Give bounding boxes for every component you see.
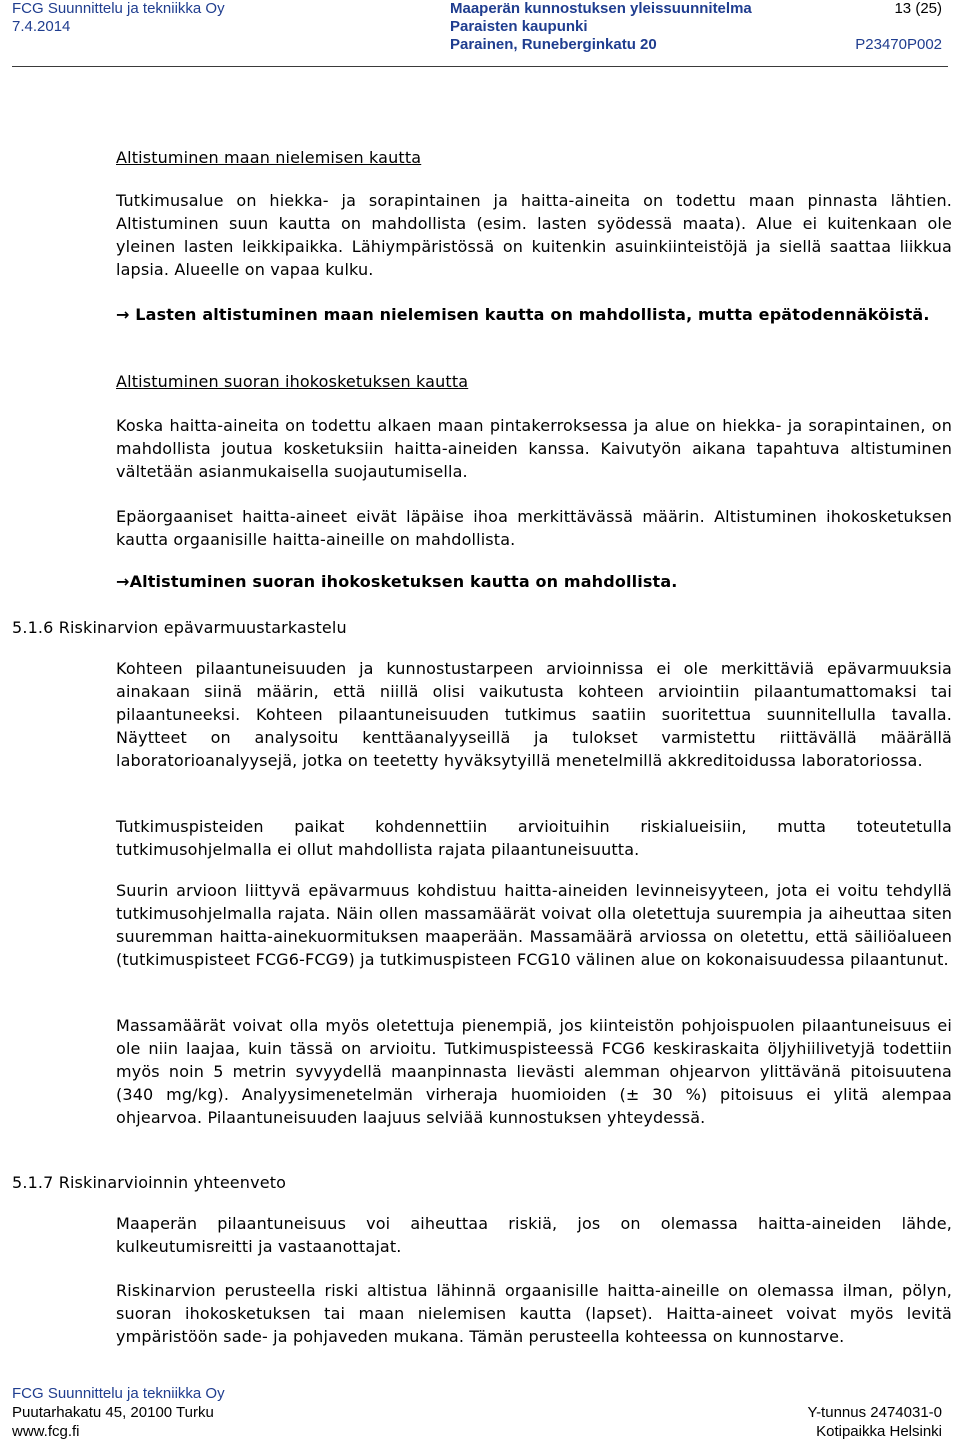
paragraph-516-1: Kohteen pilaantuneisuuden ja kunnostustarpeen arvioinnissa ei ole merkittäviä epävarmuuksia ainakaan siinä määrin, että niillä olisi vaikutusta kohteen arviointiin pilaantumattomaksi tai pilaantuneeksi. Kohteen pilaantuneisuuden tutkimus saatiin suoritettua suunnitellulla tavalla. Näytteet on analysoitu kenttäanalyyseillä ja tulokset varmistettu riittävällä määrällä laboratorioanalyysejä, jotka on teetetty hyväksytyillä menetelmillä akkreditoidussa laboratoriossa. — [116, 659, 952, 770]
paragraph-517-2: Riskinarvion perusteella riski altistua lähinnä orgaanisille haitta-aineille on olemassa ilman, pölyn, suoran ihokosketuksen tai maan nielemisen kautta (lapset). Haitta-aineet voivat myös levitä ympäristöön sade- ja pohjaveden mukana. Tämän perusteella kohteessa on kunnostarve. — [116, 1281, 952, 1346]
conclusion-ingestion — [116, 303, 952, 326]
section-heading-5-1-6: 5.1.6 Riskinarvion epävarmuustarkastelu — [12, 618, 347, 637]
header-date: 7.4.2014 — [12, 18, 71, 35]
conclusion-ingestion-text: Lasten altistuminen maan nielemisen kautta on mahdollista, mutta epätodennäköistä. — [135, 305, 930, 324]
heading-ingestion: Altistuminen maan nielemisen kautta — [116, 148, 422, 167]
footer-company: FCG Suunnittelu ja tekniikka Oy — [12, 1385, 225, 1402]
header-page-number: 13 (25) — [894, 0, 942, 17]
paragraph-517-1: Maaperän pilaantuneisuus voi aiheuttaa riskiä, jos on olemassa haitta-aineiden lähde, kulkeutumisreitti ja vastaanottajat. — [116, 1214, 952, 1256]
header-company: FCG Suunnittelu ja tekniikka Oy — [12, 0, 225, 17]
conclusion-skin-contact-text: Altistuminen suoran ihokosketuksen kautta on mahdollista. — [129, 572, 678, 591]
paragraph-516-2: Tutkimuspisteiden paikat kohdennettiin arvioituihin riskialueisiin, mutta toteutetulla tutkimusohjelmalla ei ollut mahdollista rajata pilaantuneisuutta. — [116, 817, 952, 859]
paragraph-ingestion: Tutkimusalue on hiekka- ja sorapintainen ja haitta-aineita on todettu maan pinnasta lähtien. Altistuminen suun kautta on mahdollista (esim. lasten syödessä maata). Alue ei kuitenkaan ole yleinen lasten leikkipaikka. Lähiympäristössä on kuitenkin asuinkiinteistöjä ja siellä saattaa liikkua lapsia. Alueelle on vapaa kulku. — [116, 191, 952, 279]
header-divider — [12, 66, 948, 67]
footer-address: Puutarhakatu 45, 20100 Turku — [12, 1404, 214, 1421]
header-project-code: P23470P002 — [855, 36, 942, 53]
page-header — [12, 0, 948, 60]
header-location: Parainen, Runeberginkatu 20 — [450, 36, 657, 53]
paragraph-skin-contact-1: Koska haitta-aineita on todettu alkaen maan pintakerroksessa ja alue on hiekka- ja sorapintainen, on mahdollista joutua kosketuksiin haitta-aineiden kanssa. Kaivutyön aikana tapahtuva altistuminen vältetään asianmukaisella suojautumisella. — [116, 416, 952, 481]
paragraph-skin-contact-2: Epäorgaaniset haitta-aineet eivät läpäise ihoa merkittävässä määrin. Altistuminen ihokosketuksen kautta orgaanisille haitta-aineille on mahdollista. — [116, 507, 952, 549]
arrow-right-icon: → — [116, 305, 130, 324]
footer-website-link[interactable]: www.fcg.fi — [12, 1423, 80, 1440]
footer-business-id: Y-tunnus 2474031-0 — [807, 1404, 942, 1421]
paragraph-516-4: Massamäärät voivat olla myös oletettuja pienempiä, jos kiinteistön pohjoispuolen pilaantuneisuus ei ole niin laajaa, kuin tässä on arvioitu. Tutkimuspisteessä FCG6 keskiraskaita öljyhiilivetyjä todettiin myös noin 5 metrin syvyydellä maanpinnasta lievästi alemman ohjearvon ylittävänä pitoisuutena (340 mg/kg). Analyysimenetelmän virheraja huomioiden (± 30 %) pitoisuus ei ylitä alempaa ohjearvoa. Pilaantuneisuuden laajuus selviää kunnostuksen yhteydessä. — [116, 1016, 952, 1127]
arrow-right-icon: → — [116, 572, 130, 591]
footer-domicile: Kotipaikka Helsinki — [816, 1423, 942, 1440]
section-heading-5-1-7: 5.1.7 Riskinarvioinnin yhteenveto — [12, 1173, 287, 1192]
paragraph-516-3: Suurin arvioon liittyvä epävarmuus kohdistuu haitta-aineiden levinneisyyteen, jota ei voitu tehdyllä tutkimusohjelmalla rajata. Näin ollen massamäärät voivat olla oletettuja suurempia ja aiheuttaa siten suuremman haitta-ainekuormituksen maaperään. Massamäärä arviossa on oletettu, että säiliöalueen (tutkimuspisteet FCG6-FCG9) ja tutkimuspisteen FCG10 välinen alue on kokonaisuudessa pilaantunut. — [116, 881, 952, 969]
heading-skin-contact: Altistuminen suoran ihokosketuksen kautta — [116, 372, 469, 391]
header-client: Paraisten kaupunki — [450, 18, 588, 35]
header-doc-title: Maaperän kunnostuksen yleissuunnitelma — [450, 0, 752, 17]
conclusion-skin-contact — [116, 570, 952, 593]
